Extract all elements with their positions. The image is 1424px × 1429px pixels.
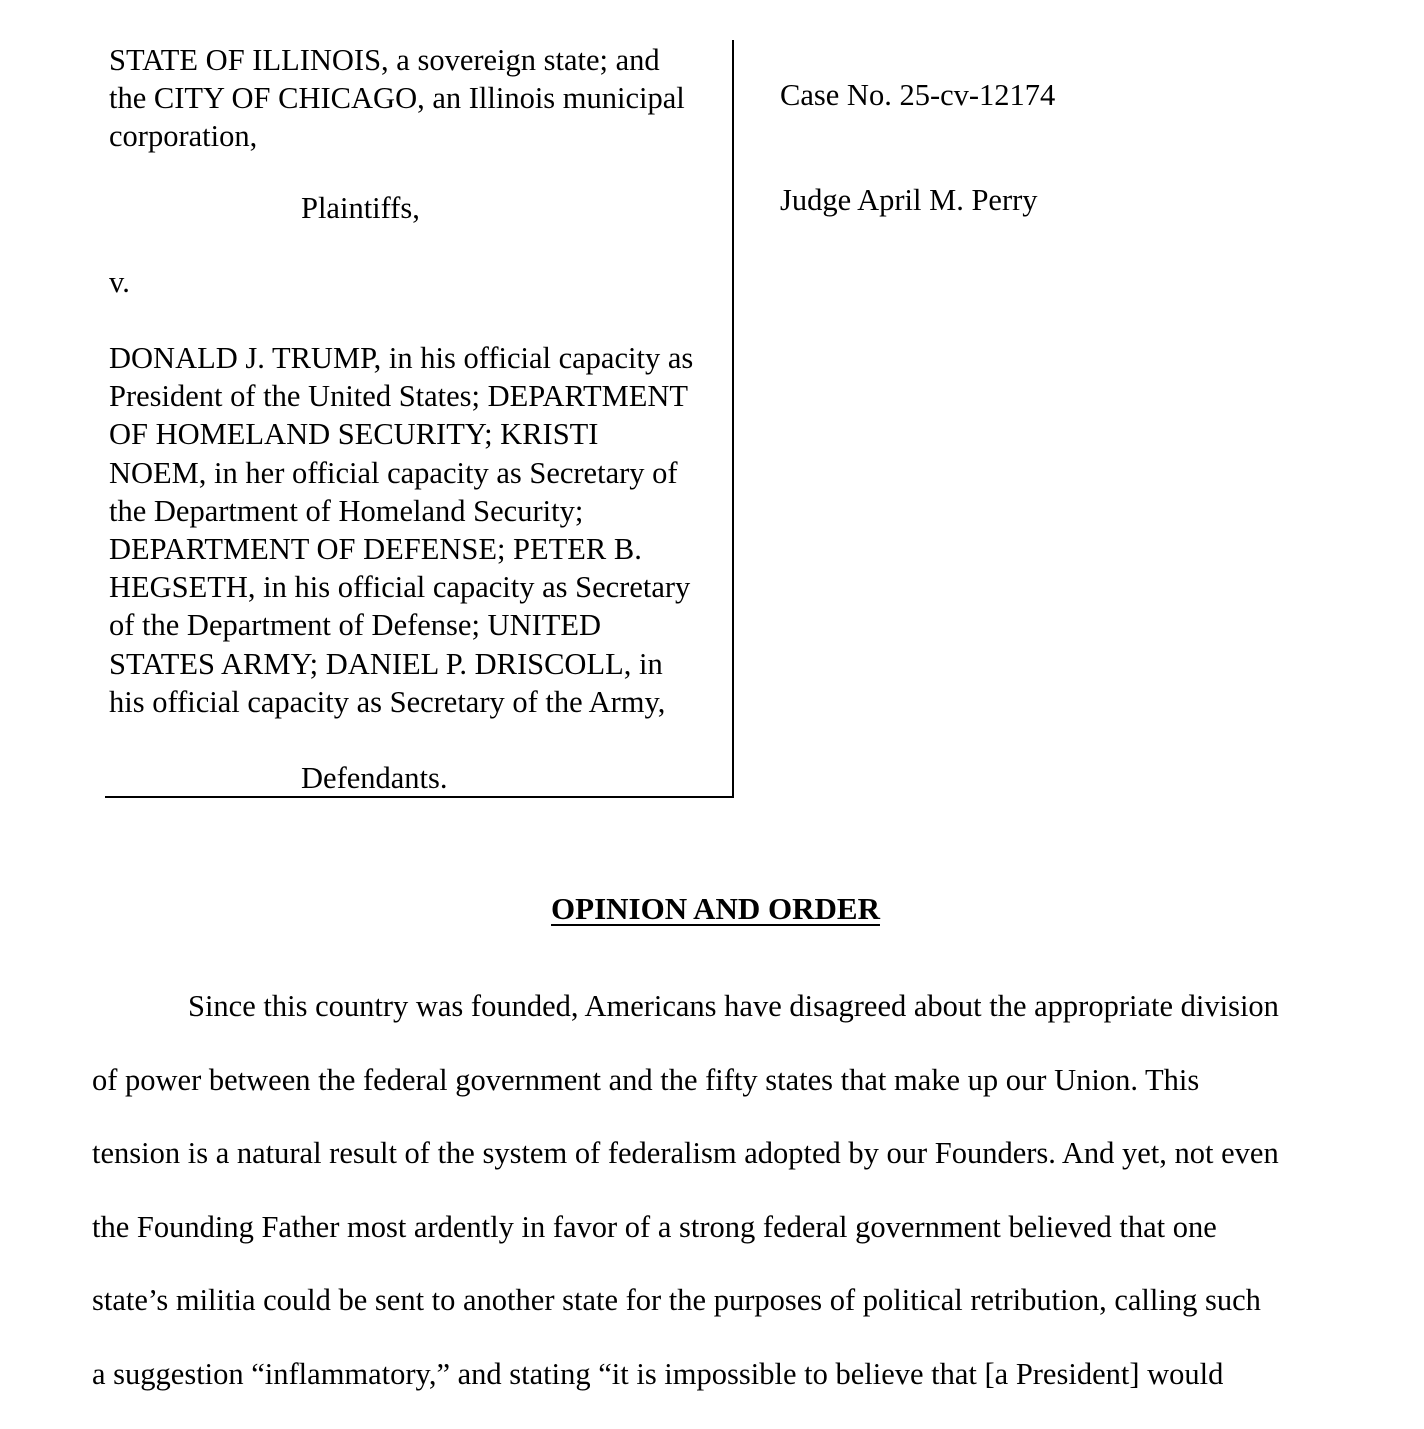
body-line: Since this country was founded, Americans have disagreed about the appropriate division	[188, 989, 1279, 1023]
defendant-line: the Department of Homeland Security;	[109, 493, 584, 528]
defendant-line: DEPARTMENT OF DEFENSE; PETER B.	[109, 532, 642, 567]
case-caption-parties	[105, 40, 734, 798]
judge-name: Judge April M. Perry	[780, 183, 1038, 217]
defendant-line: NOEM, in her official capacity as Secretary of	[109, 455, 678, 490]
defendant-line: his official capacity as Secretary of the Army,	[109, 684, 666, 719]
document-title: OPINION AND ORDER	[551, 891, 880, 926]
plaintiff-line: corporation,	[109, 119, 258, 154]
defendants-label: Defendants.	[301, 761, 448, 795]
defendant-line: of the Department of Defense; UNITED	[109, 608, 602, 643]
plaintiffs-label: Plaintiffs,	[301, 191, 420, 225]
body-line: a suggestion “inflammatory,” and stating “it is impossible to believe that [a President] would	[92, 1356, 1224, 1391]
defendant-line: DONALD J. TRUMP, in his official capacity as	[109, 341, 694, 375]
body-line: the Founding Father most ardently in favor of a strong federal government believed that one	[92, 1209, 1217, 1244]
plaintiff-block	[109, 41, 685, 156]
body-line: state’s militia could be sent to another state for the purposes of political retribution, calling such	[92, 1283, 1261, 1318]
case-number: Case No. 25-cv-12174	[780, 78, 1056, 112]
defendant-line: President of the United States; DEPARTMENT	[109, 379, 689, 414]
plaintiff-line: the CITY OF CHICAGO, an Illinois municipal	[109, 81, 685, 116]
defendant-line: STATES ARMY; DANIEL P. DRISCOLL, in	[109, 646, 663, 681]
opinion-body	[92, 987, 1352, 1429]
defendant-block	[109, 339, 693, 721]
plaintiff-line: STATE OF ILLINOIS, a sovereign state; and	[109, 43, 660, 77]
defendant-line: OF HOMELAND SECURITY; KRISTI	[109, 417, 599, 452]
defendant-line: HEGSETH, in his official capacity as Secretary	[109, 570, 691, 605]
versus-label: v.	[109, 265, 130, 299]
body-line: of power between the federal government and the fifty states that make up our Union. This	[92, 1062, 1200, 1097]
body-line: tension is a natural result of the system of federalism adopted by our Founders. And yet, not even	[92, 1136, 1279, 1171]
